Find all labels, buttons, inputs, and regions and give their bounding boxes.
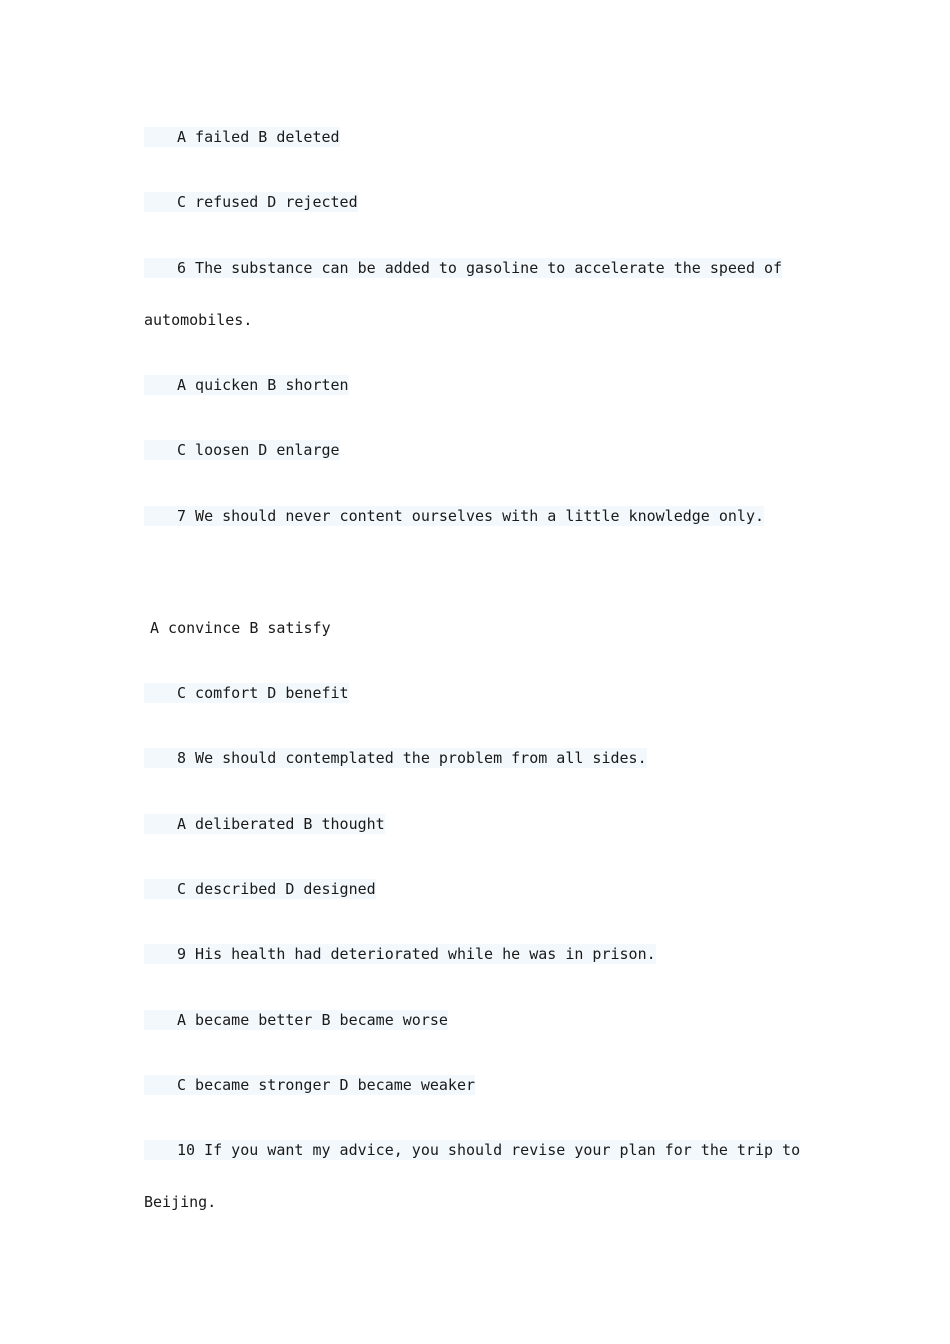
line-text: C described D designed bbox=[177, 880, 376, 898]
line-text: C comfort D benefit bbox=[177, 684, 349, 702]
line-text: A failed B deleted bbox=[177, 128, 340, 146]
question-10-text-continued bbox=[144, 1192, 216, 1212]
line-text: automobiles. bbox=[144, 311, 253, 329]
question-6-options-cd bbox=[144, 440, 340, 460]
question-10-text bbox=[144, 1140, 800, 1160]
line-text: A quicken B shorten bbox=[177, 376, 349, 394]
question-7-options-ab bbox=[150, 618, 331, 638]
question-8-options-cd bbox=[144, 879, 376, 899]
line-text: A deliberated B thought bbox=[177, 815, 385, 833]
line-text: 8 We should contemplated the problem from all sides. bbox=[177, 749, 647, 767]
question-6-text-continued bbox=[144, 310, 252, 330]
question-7-options-cd bbox=[144, 683, 349, 703]
line-text: A became better B became worse bbox=[177, 1011, 448, 1029]
question-5-options-ab bbox=[144, 127, 340, 147]
line-text: 9 His health had deteriorated while he was in prison. bbox=[177, 945, 656, 963]
line-text: 6 The substance can be added to gasoline to accelerate the speed of bbox=[177, 259, 783, 277]
line-text: 7 We should never content ourselves with a little knowledge only. bbox=[177, 507, 764, 525]
question-9-options-cd bbox=[144, 1075, 475, 1095]
line-text: C refused D rejected bbox=[177, 193, 358, 211]
question-7-text bbox=[144, 506, 764, 526]
question-6-text bbox=[144, 258, 782, 278]
question-8-options-ab bbox=[144, 814, 385, 834]
line-text: 10 If you want my advice, you should revise your plan for the trip to bbox=[177, 1141, 801, 1159]
question-8-text bbox=[144, 748, 647, 768]
line-text: C became stronger D became weaker bbox=[177, 1076, 476, 1094]
line-text: C loosen D enlarge bbox=[177, 441, 340, 459]
question-6-options-ab bbox=[144, 375, 349, 395]
question-9-options-ab bbox=[144, 1010, 448, 1030]
question-9-text bbox=[144, 944, 656, 964]
line-text: Beijing. bbox=[144, 1193, 217, 1211]
question-5-options-cd bbox=[144, 192, 358, 212]
line-text: A convince B satisfy bbox=[150, 619, 331, 637]
